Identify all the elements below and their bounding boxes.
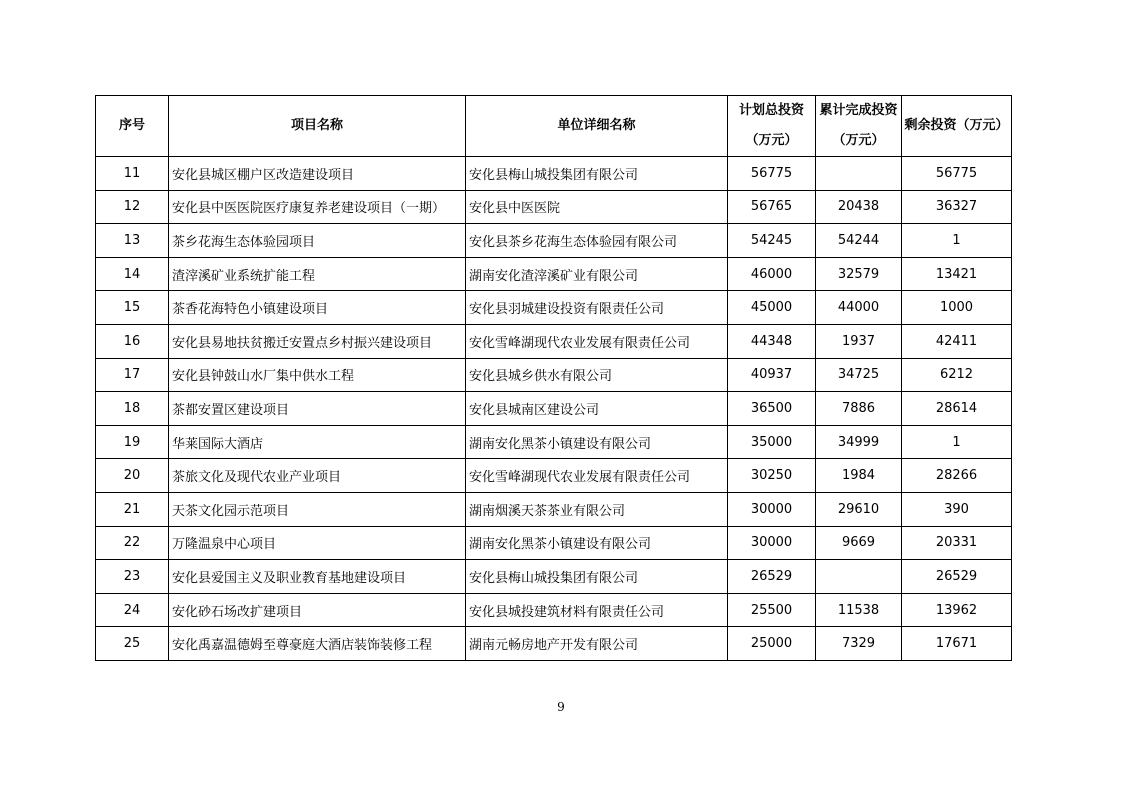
- cell-project-name: 安化砂石场改扩建项目: [169, 593, 466, 627]
- cell-completed-investment: 20438: [816, 190, 902, 224]
- table-row: [96, 224, 1012, 258]
- cell-project-name: 茶乡花海生态体验园项目: [169, 224, 466, 258]
- cell-remaining-investment: 13962: [902, 593, 1012, 627]
- cell-seq: 22: [96, 526, 169, 560]
- header-planned-line1: 计划总投资: [738, 103, 804, 118]
- cell-seq: 21: [96, 492, 169, 526]
- cell-planned-investment: 30250: [728, 459, 816, 493]
- header-planned-line2: （万元）: [745, 133, 798, 148]
- header-unit-name: 单位详细名称: [466, 96, 728, 157]
- cell-remaining-investment: 42411: [902, 324, 1012, 358]
- cell-completed-investment: 11538: [816, 593, 902, 627]
- cell-seq: 11: [96, 157, 169, 191]
- table-header-row: [96, 96, 1012, 157]
- cell-completed-investment: [816, 560, 902, 594]
- cell-project-name: 渣滓溪矿业系统扩能工程: [169, 257, 466, 291]
- cell-unit-name: 湖南安化渣滓溪矿业有限公司: [466, 257, 728, 291]
- table-row: [96, 257, 1012, 291]
- cell-remaining-investment: 1: [902, 224, 1012, 258]
- cell-remaining-investment: 28266: [902, 459, 1012, 493]
- header-planned-investment: [728, 96, 816, 157]
- cell-seq: 23: [96, 560, 169, 594]
- cell-completed-investment: 1984: [816, 459, 902, 493]
- cell-remaining-investment: 1000: [902, 291, 1012, 325]
- header-remaining-investment: 剩余投资（万元）: [902, 96, 1012, 157]
- cell-planned-investment: 56775: [728, 157, 816, 191]
- table-body: [96, 157, 1012, 661]
- cell-project-name: 安化县爱国主义及职业教育基地建设项目: [169, 560, 466, 594]
- table-row: [96, 425, 1012, 459]
- cell-remaining-investment: 20331: [902, 526, 1012, 560]
- cell-planned-investment: 36500: [728, 392, 816, 426]
- table-row: [96, 358, 1012, 392]
- cell-remaining-investment: 28614: [902, 392, 1012, 426]
- header-completed-line1: 累计完成投资: [819, 103, 898, 118]
- cell-unit-name: 安化县城投建筑材料有限责任公司: [466, 593, 728, 627]
- cell-unit-name: 安化县梅山城投集团有限公司: [466, 157, 728, 191]
- cell-seq: 25: [96, 627, 169, 661]
- cell-project-name: 茶香花海特色小镇建设项目: [169, 291, 466, 325]
- cell-unit-name: 湖南安化黑茶小镇建设有限公司: [466, 425, 728, 459]
- cell-seq: 16: [96, 324, 169, 358]
- header-project-name: 项目名称: [169, 96, 466, 157]
- cell-unit-name: 安化县城乡供水有限公司: [466, 358, 728, 392]
- cell-completed-investment: 29610: [816, 492, 902, 526]
- cell-seq: 20: [96, 459, 169, 493]
- table-row: [96, 190, 1012, 224]
- table-row: [96, 324, 1012, 358]
- cell-completed-investment: 34725: [816, 358, 902, 392]
- cell-completed-investment: [816, 157, 902, 191]
- cell-completed-investment: 7329: [816, 627, 902, 661]
- cell-planned-investment: 56765: [728, 190, 816, 224]
- cell-seq: 19: [96, 425, 169, 459]
- cell-planned-investment: 30000: [728, 526, 816, 560]
- cell-remaining-investment: 36327: [902, 190, 1012, 224]
- cell-project-name: 安化县中医医院医疗康复养老建设项目（一期）: [169, 190, 466, 224]
- cell-planned-investment: 45000: [728, 291, 816, 325]
- cell-planned-investment: 25500: [728, 593, 816, 627]
- cell-unit-name: 湖南烟溪天茶茶业有限公司: [466, 492, 728, 526]
- cell-unit-name: 安化雪峰湖现代农业发展有限责任公司: [466, 459, 728, 493]
- header-completed-investment: [816, 96, 902, 157]
- cell-planned-investment: 54245: [728, 224, 816, 258]
- cell-planned-investment: 40937: [728, 358, 816, 392]
- cell-completed-investment: 44000: [816, 291, 902, 325]
- cell-completed-investment: 9669: [816, 526, 902, 560]
- table-row: [96, 459, 1012, 493]
- cell-completed-investment: 1937: [816, 324, 902, 358]
- cell-planned-investment: 35000: [728, 425, 816, 459]
- cell-completed-investment: 34999: [816, 425, 902, 459]
- table-row: [96, 291, 1012, 325]
- cell-project-name: 天茶文化园示范项目: [169, 492, 466, 526]
- cell-remaining-investment: 26529: [902, 560, 1012, 594]
- cell-planned-investment: 44348: [728, 324, 816, 358]
- page-number: 9: [557, 700, 565, 714]
- cell-unit-name: 安化县羽城建设投资有限责任公司: [466, 291, 728, 325]
- cell-project-name: 安化县城区棚户区改造建设项目: [169, 157, 466, 191]
- cell-completed-investment: 54244: [816, 224, 902, 258]
- cell-unit-name: 安化县梅山城投集团有限公司: [466, 560, 728, 594]
- cell-unit-name: 湖南安化黑茶小镇建设有限公司: [466, 526, 728, 560]
- cell-project-name: 茶都安置区建设项目: [169, 392, 466, 426]
- cell-seq: 24: [96, 593, 169, 627]
- cell-unit-name: 安化县城南区建设公司: [466, 392, 728, 426]
- table-row: [96, 593, 1012, 627]
- cell-unit-name: 安化县茶乡花海生态体验园有限公司: [466, 224, 728, 258]
- cell-project-name: 华莱国际大酒店: [169, 425, 466, 459]
- cell-project-name: 万隆温泉中心项目: [169, 526, 466, 560]
- cell-remaining-investment: 17671: [902, 627, 1012, 661]
- cell-seq: 15: [96, 291, 169, 325]
- table-row: [96, 392, 1012, 426]
- cell-remaining-investment: 390: [902, 492, 1012, 526]
- cell-remaining-investment: 56775: [902, 157, 1012, 191]
- table-row: [96, 526, 1012, 560]
- table-row: [96, 560, 1012, 594]
- cell-unit-name: 湖南元畅房地产开发有限公司: [466, 627, 728, 661]
- cell-planned-investment: 26529: [728, 560, 816, 594]
- cell-remaining-investment: 13421: [902, 257, 1012, 291]
- cell-seq: 17: [96, 358, 169, 392]
- cell-completed-investment: 32579: [816, 257, 902, 291]
- cell-remaining-investment: 6212: [902, 358, 1012, 392]
- table-row: [96, 157, 1012, 191]
- cell-unit-name: 安化雪峰湖现代农业发展有限责任公司: [466, 324, 728, 358]
- cell-project-name: 安化县易地扶贫搬迁安置点乡村振兴建设项目: [169, 324, 466, 358]
- cell-project-name: 安化县钟鼓山水厂集中供水工程: [169, 358, 466, 392]
- cell-planned-investment: 46000: [728, 257, 816, 291]
- cell-seq: 12: [96, 190, 169, 224]
- cell-completed-investment: 7886: [816, 392, 902, 426]
- cell-project-name: 茶旅文化及现代农业产业项目: [169, 459, 466, 493]
- cell-seq: 13: [96, 224, 169, 258]
- header-completed-line2: （万元）: [832, 133, 885, 148]
- table-row: [96, 627, 1012, 661]
- cell-planned-investment: 30000: [728, 492, 816, 526]
- investment-table: [95, 95, 1012, 661]
- cell-unit-name: 安化县中医医院: [466, 190, 728, 224]
- cell-seq: 18: [96, 392, 169, 426]
- cell-remaining-investment: 1: [902, 425, 1012, 459]
- cell-seq: 14: [96, 257, 169, 291]
- cell-project-name: 安化禹嘉温德姆至尊豪庭大酒店装饰装修工程: [169, 627, 466, 661]
- table-row: [96, 492, 1012, 526]
- cell-planned-investment: 25000: [728, 627, 816, 661]
- header-seq: 序号: [96, 96, 169, 157]
